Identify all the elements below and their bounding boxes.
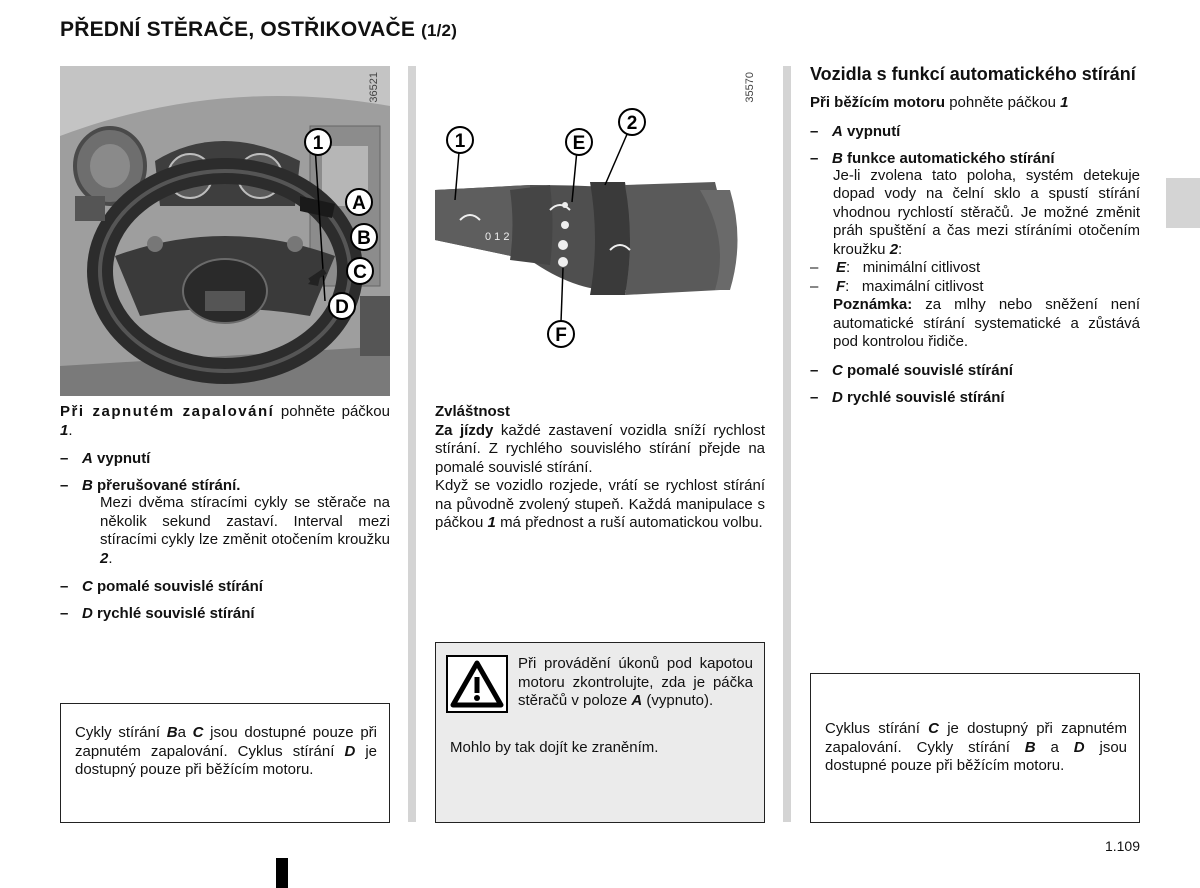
list-item: – D rychlé souvislé stírání [60, 605, 255, 622]
fig1-code: 36521 [368, 72, 380, 103]
list-item: – A vypnutí [60, 450, 151, 467]
left-note-box: Cykly stírání Ba C jsou dostupné pouze při zapnutém zapalování. Cyklus stírání D je dostupný pouze při běžícím motoru. [60, 703, 390, 823]
fig2-callout-e: E [572, 133, 586, 154]
fig1-callout-d: D [335, 297, 349, 318]
list-item-description: Mezi dvěma stíracími cykly se stěrače na několik sekund zastaví. Interval mezi stíracími cykly lze změnit otočením kroužku 2. [100, 494, 390, 567]
warning-icon [446, 655, 508, 713]
list-item: – B funkce automatického stírání [810, 149, 1055, 167]
sub-item: – E: minimální citlivost [810, 259, 981, 276]
list-item: – C pomalé souvislé stírání [810, 361, 1013, 379]
section-tab [1166, 178, 1200, 228]
left-intro-text: pohněte páčkou [280, 403, 390, 420]
fig1-callout-c: C [353, 262, 367, 283]
middle-heading: Zvláštnost [435, 403, 511, 420]
right-column: Vozidla s funkcí automatického stírání Při běžícím motoru pohněte páčkou 1 – A vypnutí – B funkce automatického stírání Je-li zvolena tato poloha, systém detekuje dopad vody na čelní sklo a spustí stírání vhodnou rychlostí stěračů. Je možné změnit práh spuštění a čas mezi stíráními otočením kroužku 2: – E: minimální citlivost – F: maximální citlivost Poznámka: za mlhy nebo sněžení není automatické stírání systematické a zůstává pod kontrolou řidiče. – C pomalé souvislé stírání – D rychlé souvislé stírání [810, 64, 1140, 406]
middle-column: Zvláštnost Za jízdy každé zastavení vozidla sníží rychlost stírání. Z rychlého souvislého stírání přejde na pomalé souvislé stírání. Když se vozidlo rozjede, vrátí se rychlost stírání na původně zvolený stupeň. Každá manipulace s páčkou 1 má přednost a ruší automatickou volbu. [435, 403, 766, 531]
fig2-callout-f: F [555, 325, 567, 346]
fig1-callout-1: 1 [312, 133, 324, 154]
left-column: Při zapnutém zapalování pohněte páčkou 1. – A vypnutí – B přerušované stírání. Mezi dvěma stíracími cykly se stěrače na několik sekund zastaví. Interval mezi stíracími cykly lze změnit otočením kroužku 2. – C pomalé souvislé stírání – D rychlé souvislé stírání [60, 403, 390, 622]
right-note-box: Cyklus stírání C je dostupný při zapnutém zapalování. Cykly stírání B a D jsou dostupné pouze při běžícím motoru. [810, 673, 1140, 823]
column-separator-2 [783, 66, 791, 822]
column-separator-1 [408, 66, 416, 822]
list-item: – A vypnutí [810, 122, 901, 140]
left-intro-num: 1 [60, 421, 69, 439]
page-marker [276, 858, 288, 888]
left-intro-bold: Při zapnutém zapalování [60, 403, 275, 420]
list-item: – D rychlé souvislé stírání [810, 388, 1005, 406]
list-item: – C pomalé souvislé stírání [60, 578, 263, 595]
page-title-part: (1/2) [421, 21, 458, 40]
list-item: – B přerušované stírání. [60, 477, 241, 494]
sub-item: – F: maximální citlivost [810, 277, 984, 295]
svg-text:0 1 2: 0 1 2 [485, 231, 510, 243]
right-heading: Vozidla s funkcí automatického stírání [810, 64, 1136, 84]
page-title: PŘEDNÍ STĚRAČE, OSTŘIKOVAČE (1/2) [60, 18, 458, 41]
fig2-code: 35570 [744, 72, 756, 103]
figure-wiper-stalk [430, 90, 760, 360]
fig1-callout-a: A [352, 193, 366, 214]
fig1-callout-b: B [357, 228, 371, 249]
fig2-callout-2: 2 [626, 113, 638, 134]
figure-steering-wheel [60, 66, 390, 396]
warning-box: Při provádění úkonů pod kapotou motoru zkontrolujte, zda je páčka stěračů v poloze A (vypnuto). Mohlo by tak dojít ke zraněním. [435, 642, 765, 823]
fig2-callout-1: 1 [454, 131, 466, 152]
page-number: 1.109 [1104, 838, 1140, 854]
warning-note: Mohlo by tak dojít ke zraněním. [450, 739, 659, 756]
